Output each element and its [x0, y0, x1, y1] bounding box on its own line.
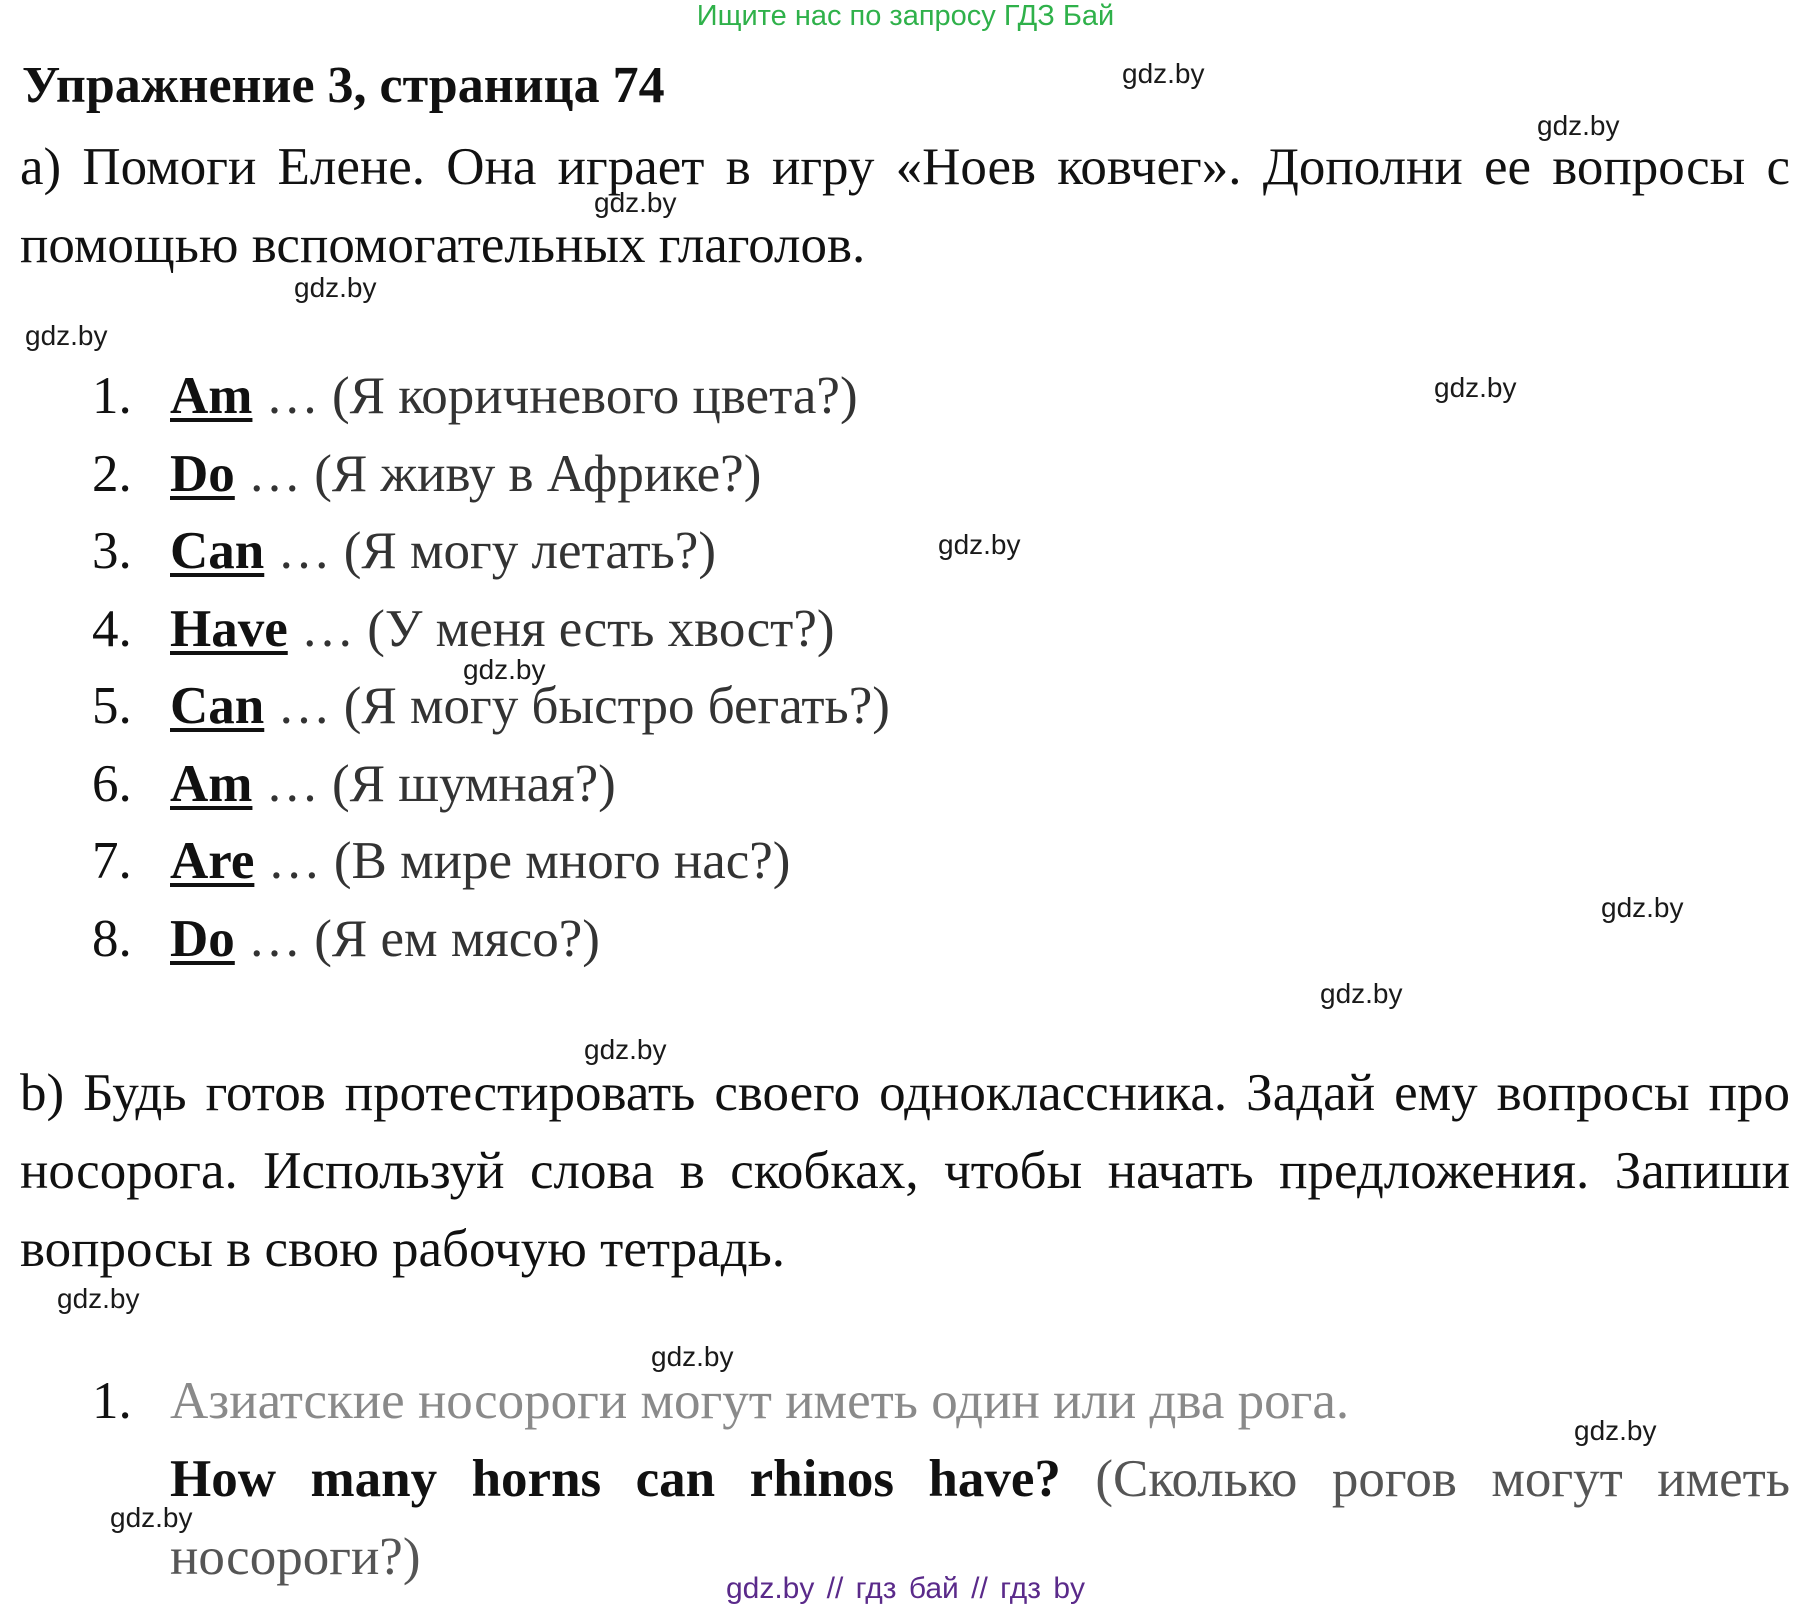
item-verb: Am	[170, 367, 253, 425]
item-number: 6.	[92, 754, 132, 813]
answer-translation: (Сколько рогов могут иметь носороги?)	[170, 1450, 1790, 1586]
list-item	[92, 746, 890, 824]
item-verb: Do	[170, 909, 235, 968]
watermark: gdz.by	[1601, 892, 1684, 923]
footer-links: gdz.by // гдз бай // гдз by	[725, 1572, 1086, 1605]
watermark: gdz.by	[25, 320, 108, 351]
watermark: gdz.by	[1537, 110, 1620, 141]
part-a-instruction: a) Помоги Елене. Она играет в игру «Ноев ковчег». Дополни ее вопросы с помощью вспомогательных глаголов.	[20, 138, 1790, 274]
watermark: gdz.by	[938, 529, 1021, 560]
item-number: 5.	[92, 677, 132, 735]
item-text: … (Я могу летать?)	[264, 522, 716, 580]
answer-question: How many horns can rhinos have?	[170, 1450, 1061, 1508]
item-verb: Have	[170, 599, 288, 658]
part-b-instruction: b) Будь готов протестировать своего одноклассника. Задай ему вопросы про носорога. Используй слова в скобках, чтобы начать предложения. Запиши вопросы в свою рабочую тетрадь.	[20, 1064, 1790, 1278]
watermark: gdz.by	[1320, 978, 1403, 1009]
part-b-task	[92, 1362, 1349, 1440]
task-number: 1.	[92, 1372, 132, 1430]
watermark: gdz.by	[584, 1034, 667, 1065]
item-number: 3.	[92, 522, 132, 580]
task-line	[92, 1362, 1349, 1440]
watermark: gdz.by	[294, 272, 377, 303]
item-verb: Am	[170, 754, 253, 813]
item-verb: Do	[170, 444, 235, 503]
task-text: Азиатские носороги могут иметь один или два рога.	[170, 1372, 1350, 1430]
item-text: … (Я шумная?)	[252, 754, 616, 813]
header-banner: Ищите нас по запросу ГДЗ Бай	[696, 0, 1115, 32]
watermark: gdz.by	[1434, 372, 1517, 403]
item-number: 1.	[92, 367, 132, 425]
watermark: gdz.by	[110, 1502, 193, 1533]
item-text: … (В мире много нас?)	[254, 832, 791, 890]
watermark: gdz.by	[651, 1341, 734, 1372]
list-item	[92, 513, 890, 591]
item-number: 8.	[92, 909, 132, 968]
item-verb: Can	[170, 522, 265, 580]
watermark: gdz.by	[1122, 58, 1205, 89]
item-text: … (Я могу быстро бегать?)	[264, 677, 890, 735]
list-item	[92, 823, 890, 901]
item-text: … (Я живу в Африке?)	[234, 444, 762, 503]
item-text: … (Я коричневого цвета?)	[252, 367, 858, 425]
watermark: gdz.by	[463, 654, 546, 685]
item-text: … (У меня есть хвост?)	[287, 599, 835, 658]
item-verb: Can	[170, 677, 265, 735]
list-item	[92, 358, 890, 436]
list-item	[92, 436, 890, 514]
item-number: 7.	[92, 832, 132, 890]
watermark: gdz.by	[57, 1283, 140, 1314]
item-verb: Are	[170, 832, 255, 890]
watermark: gdz.by	[594, 187, 677, 218]
item-number: 2.	[92, 444, 132, 503]
page-title: Упражнение 3, страница 74	[22, 57, 665, 114]
list-item	[92, 901, 890, 979]
item-number: 4.	[92, 599, 132, 658]
item-text: … (Я ем мясо?)	[234, 909, 600, 968]
watermark: gdz.by	[1574, 1415, 1657, 1446]
